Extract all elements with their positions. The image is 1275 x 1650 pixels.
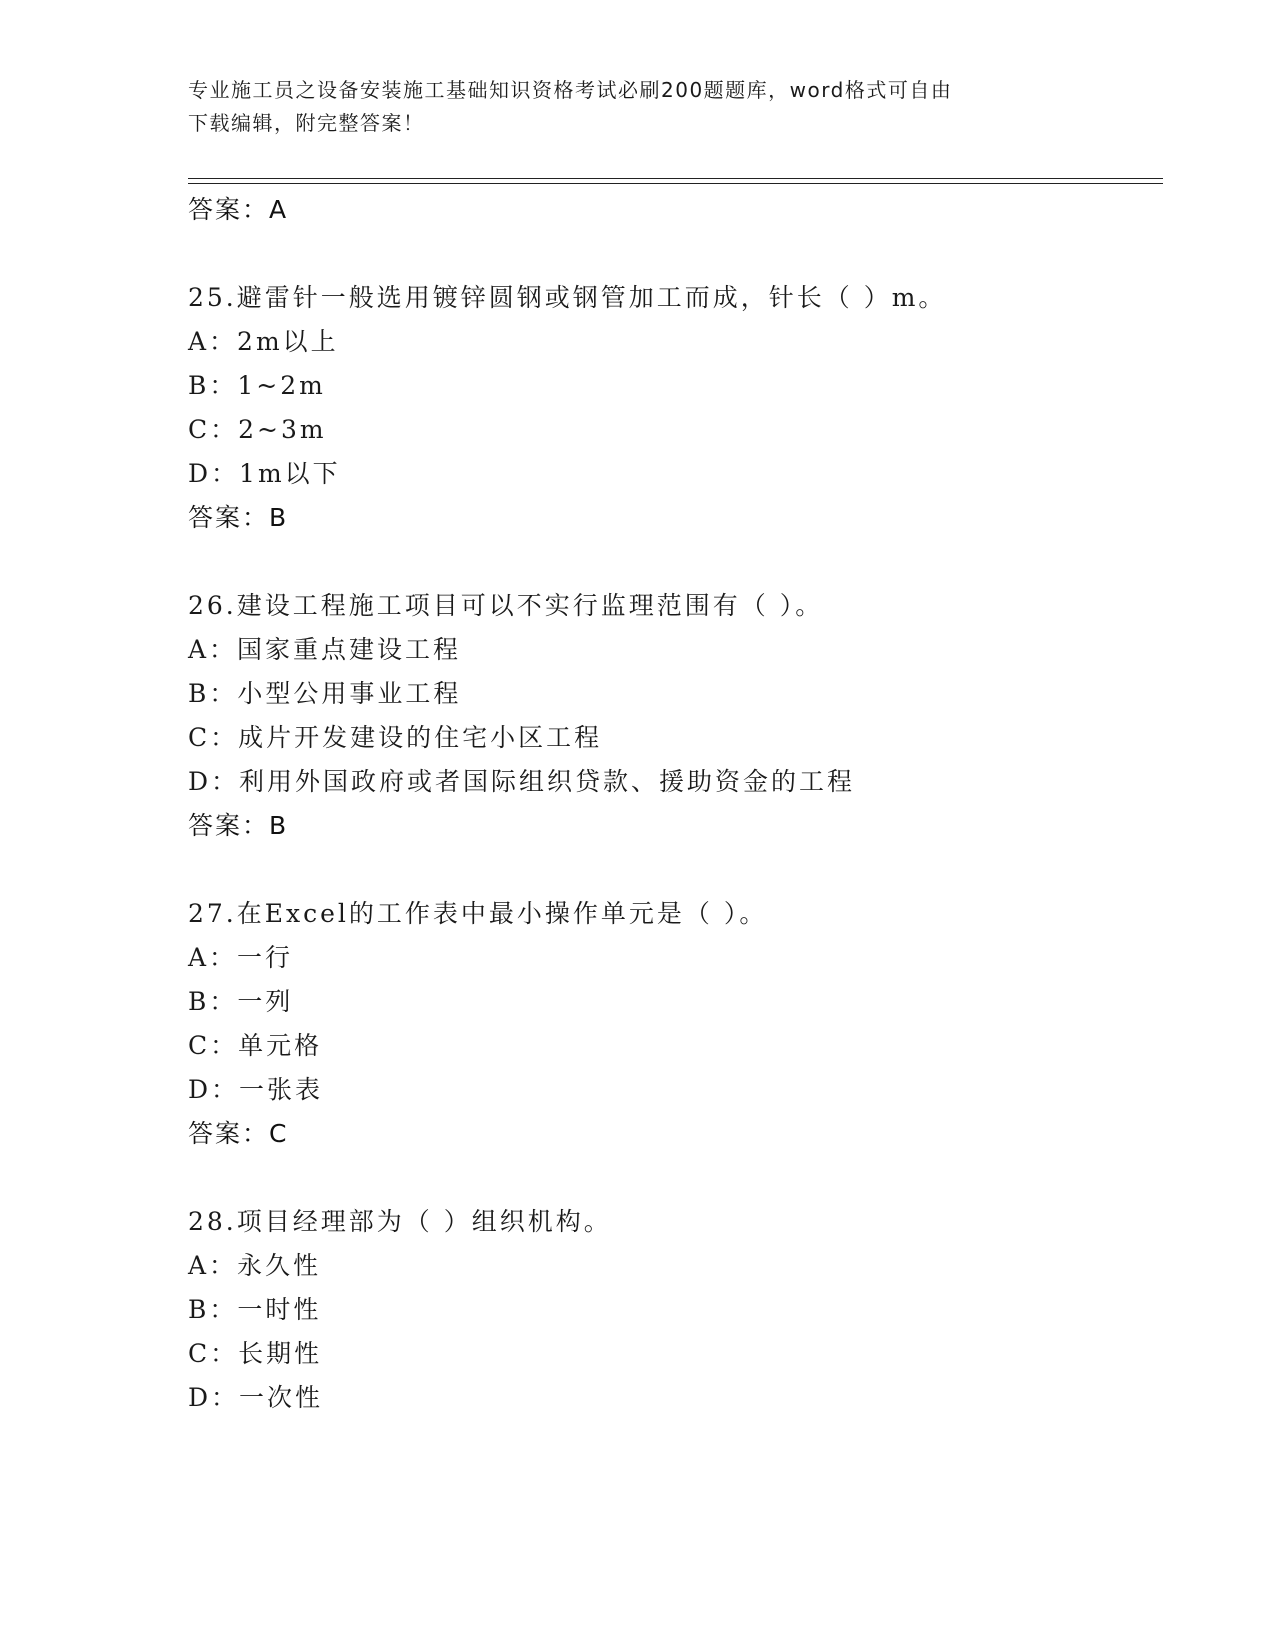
question-28-option-a: A：永久性 [188,1251,322,1280]
question-26-stem: 26.建设工程施工项目可以不实行监理范围有（ ）。 [188,591,824,620]
question-27-answer: 答案：C [188,1119,289,1148]
question-28-option-d: D：一次性 [188,1383,324,1412]
question-26-option-b: B：小型公用事业工程 [188,679,462,708]
question-26-option-d: D：利用外国政府或者国际组织贷款、援助资金的工程 [188,767,856,796]
question-27-option-b: B：一列 [188,987,294,1016]
question-27-option-d: D：一张表 [188,1075,324,1104]
question-27-option-a: A：一行 [188,943,294,972]
question-26-answer: 答案：B [188,811,289,840]
header-rule [188,178,1163,179]
question-28-stem: 28.项目经理部为（ ）组织机构。 [188,1207,612,1236]
question-25-answer: 答案：B [188,503,289,532]
question-27-stem: 27.在Excel的工作表中最小操作单元是（ ）。 [188,899,768,928]
answer-prev: 答案：A [188,195,289,224]
question-25-option-c: C：2~3m [188,415,327,444]
question-25-stem: 25.避雷针一般选用镀锌圆钢或钢管加工而成，针长（ ）m。 [188,283,947,312]
header-rule-thin [188,183,1163,184]
question-25-option-a: A：2m以上 [188,327,339,356]
question-28-option-c: C：长期性 [188,1339,323,1368]
document-header [188,74,1108,140]
question-25-option-b: B：1~2m [188,371,326,400]
question-25-option-d: D：1m以下 [188,459,341,488]
header-line-1: 专业施工员之设备安装施工基础知识资格考试必刷200题题库，word格式可自由 [188,78,953,102]
header-line-2: 下载编辑，附完整答案！ [188,111,425,135]
question-27-option-c: C：单元格 [188,1031,323,1060]
question-26-option-a: A：国家重点建设工程 [188,635,462,664]
question-28-option-b: B：一时性 [188,1295,322,1324]
question-26-option-c: C：成片开发建设的住宅小区工程 [188,723,603,752]
